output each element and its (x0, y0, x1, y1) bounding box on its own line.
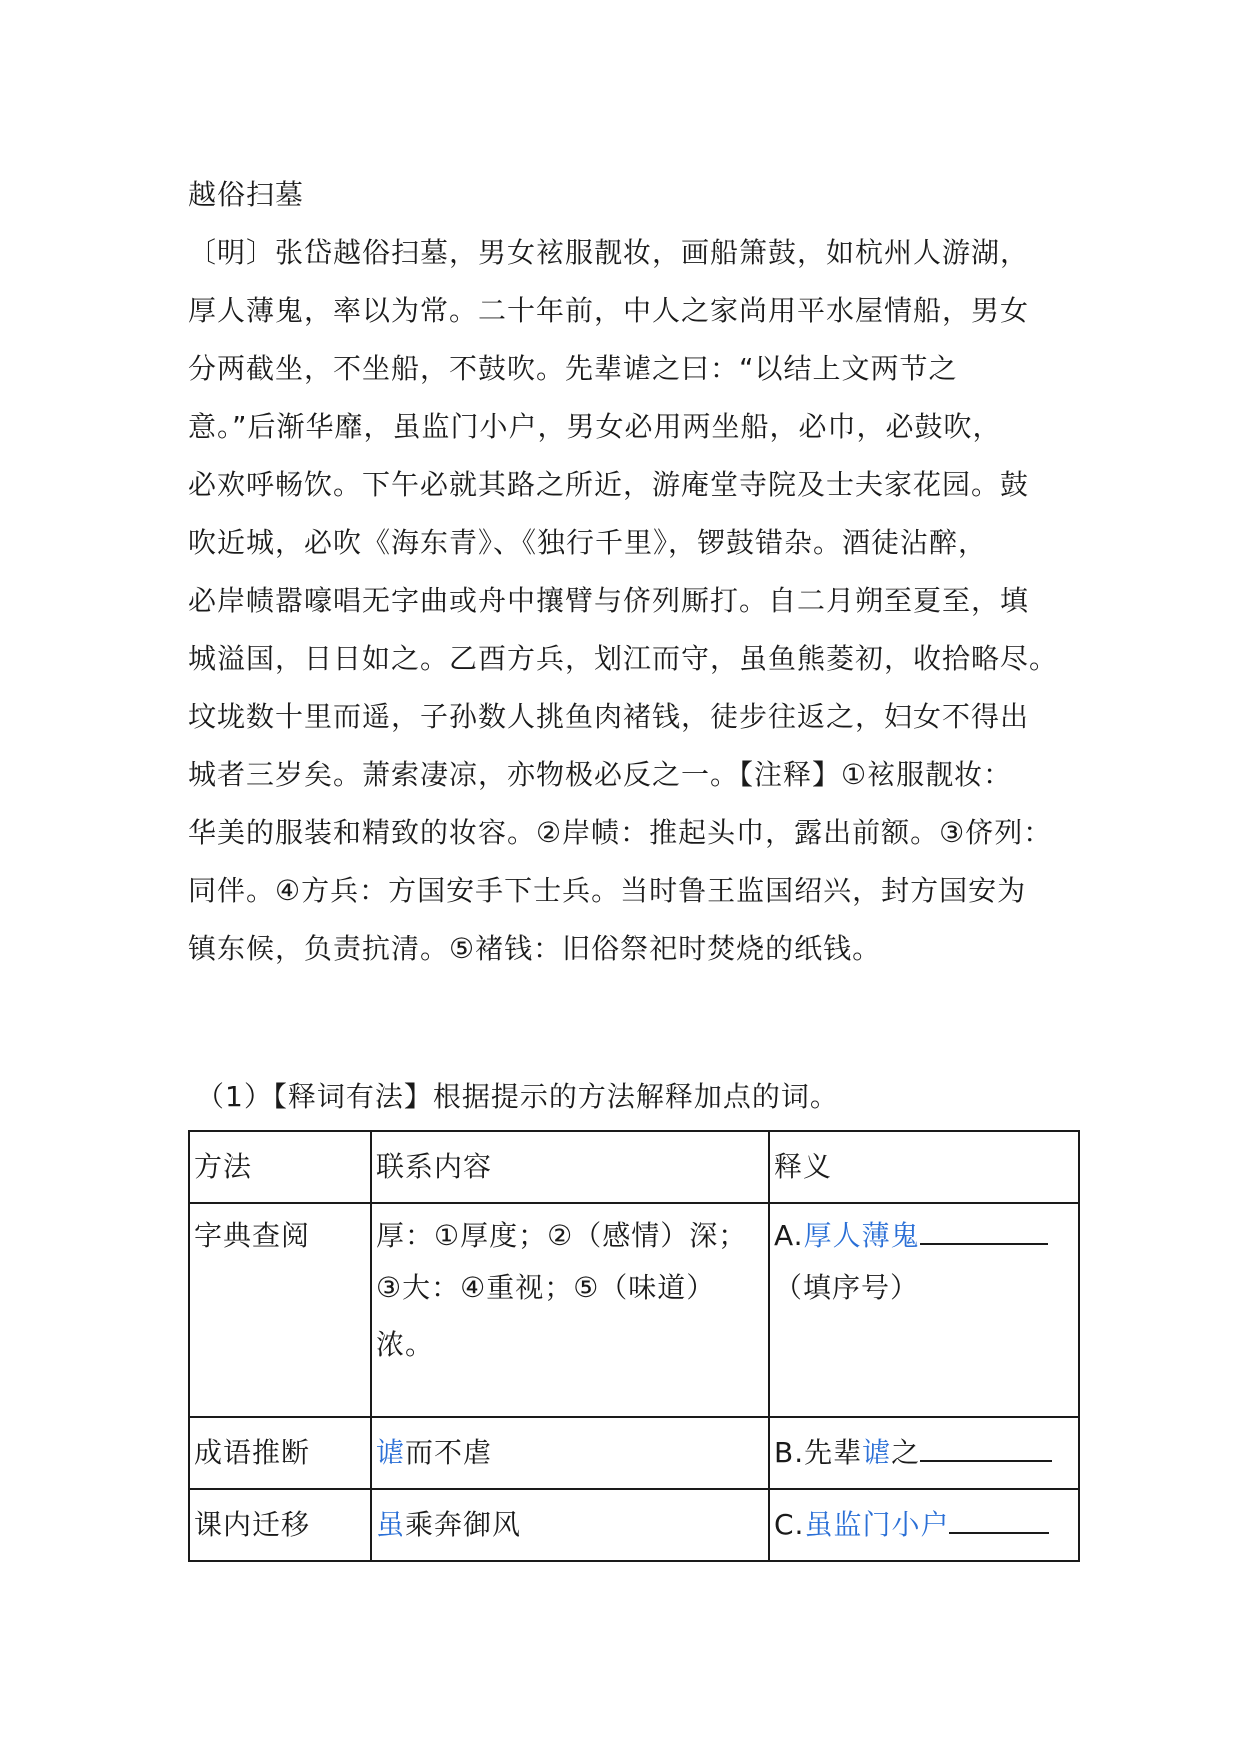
table-row (189, 1417, 1079, 1489)
row1-answer-prefix: A. (774, 1219, 804, 1252)
row3-content-rest: 乘奔御风 (405, 1508, 522, 1541)
row2-answer (769, 1417, 1079, 1489)
row1-content (371, 1203, 769, 1417)
passage-line-11: 华美的服装和精致的妆容。②岸帻：推起头巾，露出前额。③侪列： (188, 816, 1053, 849)
passage-line-8: 城溢国，日日如之。乙酉方兵，划江而守，虽鱼熊菱初，收拾略尽。 (188, 642, 1059, 675)
row3-answer (769, 1489, 1079, 1561)
row1-method (189, 1203, 371, 1417)
row1-content-line-2: ③大：④重视；⑤（味道） (376, 1271, 716, 1304)
row3-method: 课内迁移 (189, 1489, 371, 1561)
table-row (189, 1203, 1079, 1417)
row2-answer-prefix: B.先辈 (774, 1436, 863, 1469)
passage-line-6: 吹近城，必吹《海东青》、《独行千里》，锣鼓错杂。酒徒沾醉， (188, 526, 988, 559)
header-content: 联系内容 (371, 1131, 769, 1203)
passage-line-13: 镇东候，负责抗清。⑤褚钱：旧俗祭祀时焚烧的纸钱。 (188, 932, 882, 965)
row2-content-rest: 而不虐 (405, 1436, 493, 1469)
row2-content-highlight: 谑 (376, 1436, 406, 1469)
row1-content-line-1: 厚：①厚度；②（感情）深； (376, 1219, 748, 1252)
row3-answer-blank[interactable] (949, 1506, 1049, 1534)
document-title: 越俗扫墓 (188, 178, 305, 211)
question-1-prompt: （1）【释词有法】根据提示的方法解释加点的词。 (196, 1080, 839, 1113)
row3-content (371, 1489, 769, 1561)
row2-answer-blank[interactable] (920, 1434, 1052, 1462)
passage-line-1: 〔明〕张岱越俗扫墓，男女袨服靓妆，画船箫鼓，如杭州人游湖， (188, 236, 1030, 269)
table-row (189, 1489, 1079, 1561)
passage-line-3: 分两截坐，不坐船，不鼓吹。先辈谑之曰：“以结上文两节之 (188, 352, 958, 385)
row3-answer-word: 虽监门小户 (804, 1508, 950, 1541)
passage-line-2: 厚人薄鬼，率以为常。二十年前，中人之家尚用平水屋情船，男女 (188, 294, 1030, 327)
table-header-row (189, 1131, 1079, 1203)
row3-content-highlight: 虽 (376, 1508, 406, 1541)
row1-answer-blank[interactable] (920, 1217, 1048, 1245)
row1-answer-note: （填序号） (774, 1271, 920, 1304)
passage-line-4: 意。”后渐华靡，虽监门小户，男女必用两坐船，必巾，必鼓吹， (188, 410, 1002, 443)
header-method: 方法 (189, 1131, 371, 1203)
passage-line-5: 必欢呼畅饮。下午必就其路之所近，游庵堂寺院及士夫家花园。鼓 (188, 468, 1030, 501)
header-meaning: 释义 (769, 1131, 1079, 1203)
row1-content-line-3: 浓。 (376, 1328, 435, 1361)
row1-answer (769, 1203, 1079, 1417)
row2-answer-suffix: 之 (891, 1436, 921, 1469)
row1-answer-word: 厚人薄鬼 (803, 1219, 920, 1252)
passage-line-10: 城者三岁矣。萧索凄凉，亦物极必反之一。【注释】①袨服靓妆： (188, 758, 1013, 791)
passage-line-7: 必岸帻嚣嚎唱无字曲或舟中攘臂与侪列厮打。自二月朔至夏至，填 (188, 584, 1030, 617)
row3-answer-prefix: C. (774, 1508, 805, 1541)
row2-content (371, 1417, 769, 1489)
row1-method-text: 字典查阅 (194, 1219, 311, 1252)
passage-line-12: 同伴。④方兵：方国安手下士兵。当时鲁王监国绍兴，封方国安为 (188, 874, 1027, 907)
vocabulary-table (188, 1130, 1080, 1562)
row2-method: 成语推断 (189, 1417, 371, 1489)
row2-answer-word: 谑 (862, 1436, 892, 1469)
passage-line-9: 坟垅数十里而遥，子孙数人挑鱼肉褚钱，徒步往返之，妇女不得出 (188, 700, 1030, 733)
